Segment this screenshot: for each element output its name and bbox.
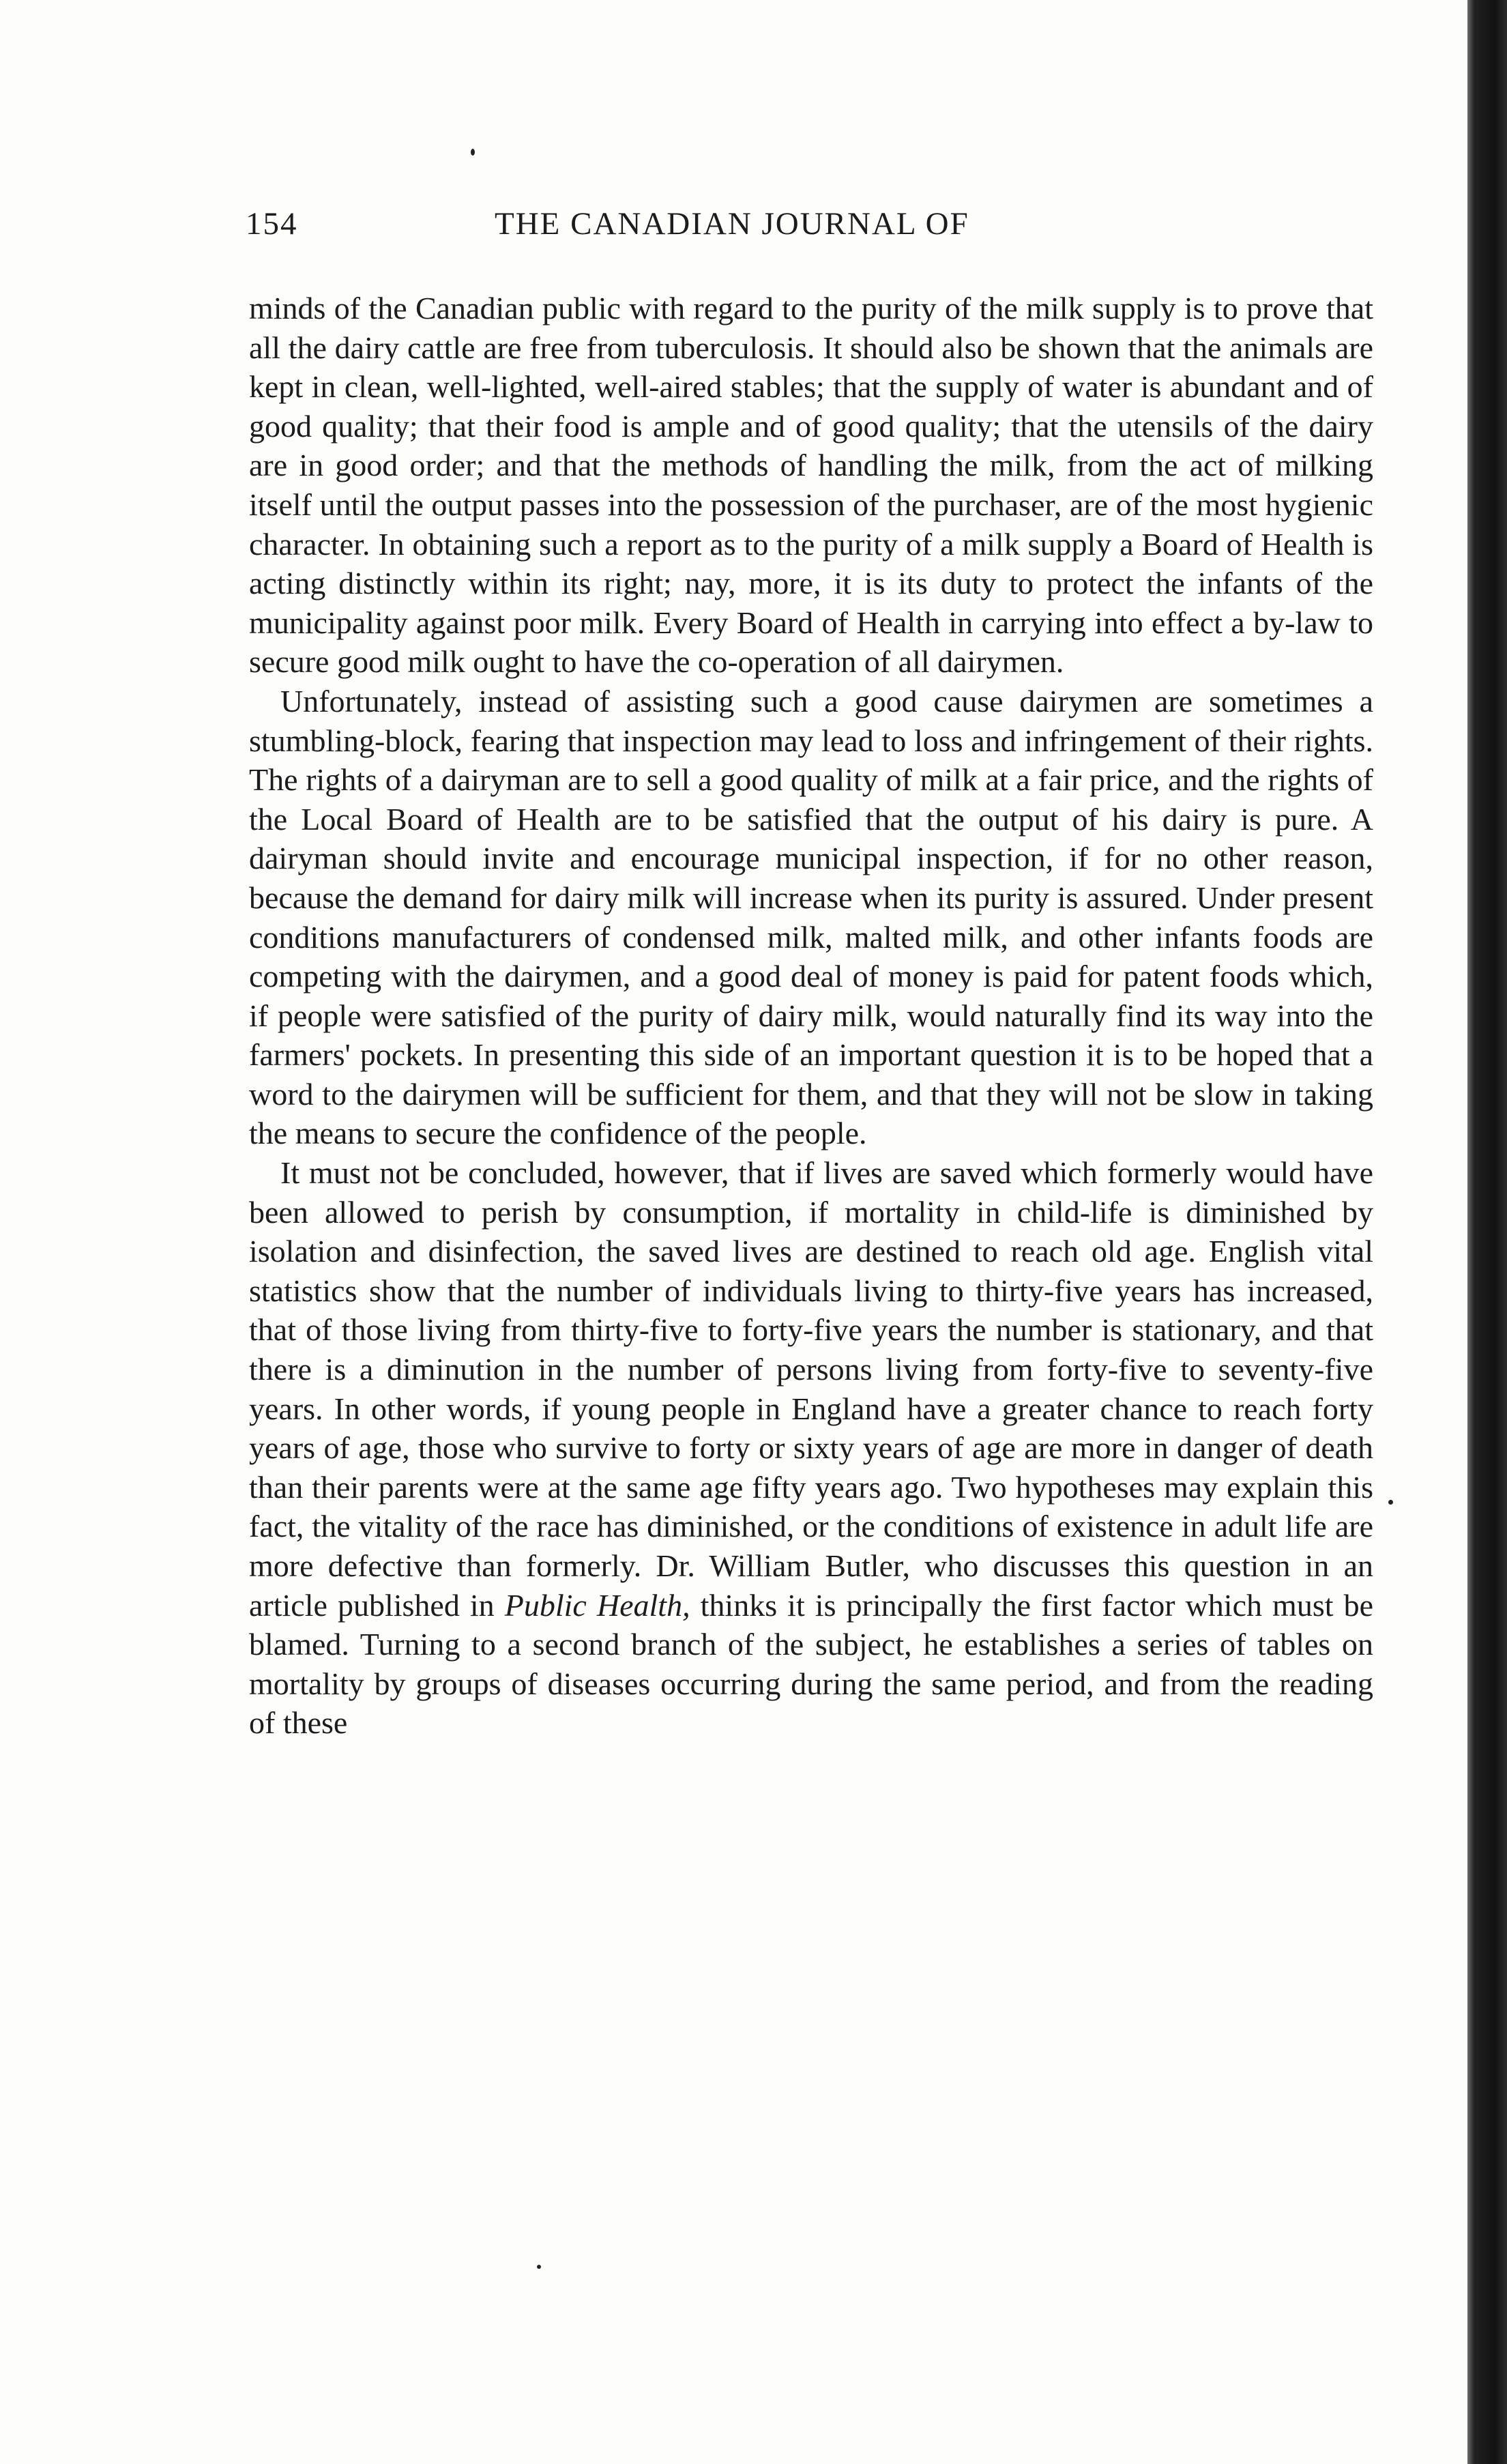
ink-speck (537, 2265, 541, 2269)
paragraph-3-text-end: thinks it is principally the first factor which must be blamed. Turning to a second branch of the subject, he establishes a series of tables on mortality by groups of diseases occurring during the same period, and from the reading of these (249, 1587, 1373, 1741)
page-edge-shadow (1467, 0, 1507, 2464)
running-head-title: THE CANADIAN JOURNAL OF (495, 206, 969, 242)
paragraph-1: minds of the Canadian public with regard to the purity of the milk supply is to prove that all the dairy cattle are free from tuberculosis. It should also be shown that the animals are kept in clean, well-lighted, well-aired stables; that the supply of water is abundant and of good quality; that their food is ample and of good quality; that the utensils of the dairy are in good order; and that the methods of handling the milk, from the act of milking itself until the output passes into the possession of the purchaser, are of the most hygienic character. In obtaining such a report as to the purity of a milk supply a Board of Health is acting distinctly within its right; nay, more, it is its duty to protect the infants of the municipality against poor milk. Every Board of Health in carrying into effect a by-law to secure good milk ought to have the co-operation of all dairymen. (249, 291, 1373, 680)
journal-title-italic: Public Health, (504, 1587, 690, 1623)
paragraph-2: Unfortunately, instead of assisting such a good cause dairymen are sometimes a stumbling-block, fearing that inspection may lead to loss and infringement of their rights. The rights of a dairyman are to sell a good quality of milk at a fair price, and the rights of the Local Board of Health are to be satisfied that the output of his dairy is pure. A dairyman should invite and encourage municipal inspection, if for no other reason, because the demand for dairy milk will increase when its purity is assured. Under present conditions manufacturers of condensed milk, malted milk, and other infants foods are competing with the dairymen, and a good deal of money is paid for patent foods which, if people were satisfied of the purity of dairy milk, would naturally find its way into the farmers' pockets. In presenting this side of an important question it is to be hoped that a word to the dairymen will be sufficient for them, and that they will not be slow in taking the means to secure the confidence of the people. (249, 683, 1373, 1151)
paragraph-3-text-start: It must not be concluded, however, that if lives are saved which formerly would have been allowed to perish by consumption, if mortality in child-life is diminished by isolation and disinfection, the saved lives are destined to reach old age. English vital statistics show that the number of individuals living to thirty-five years has increased, that of those living from thirty-five to forty-five years the number is stationary, and that there is a diminution in the number of persons living from forty-five to seventy-five years. In other words, if young people in England have a greater chance to reach forty years of age, those who survive to forty or sixty years of age are more in danger of death than their parents were at the same age fifty years ago. Two hypotheses may explain this fact, the vitality of the race has diminished, or the conditions of existence in adult life are more defective than formerly. Dr. William Butler, who discusses this question in an article published in (249, 1155, 1373, 1623)
page-number: 154 (246, 206, 298, 242)
ink-speck (471, 149, 475, 156)
paragraph-3 (249, 1153, 1373, 1743)
article-body (249, 289, 1373, 1743)
ink-speck (1388, 1500, 1393, 1505)
running-header (246, 203, 1115, 244)
